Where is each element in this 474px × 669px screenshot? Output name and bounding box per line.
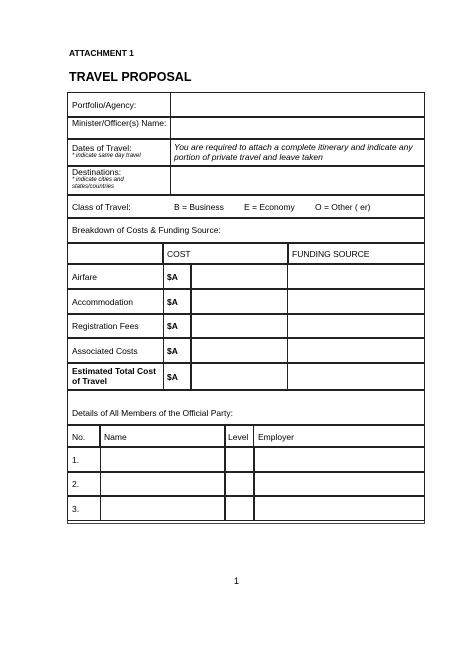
cost-input-registration[interactable]: [191, 314, 288, 338]
class-business: B = Business: [174, 202, 224, 212]
class-label: Class of Travel:: [72, 202, 131, 212]
party-employer-input[interactable]: [254, 472, 425, 496]
party-row-number: 2.: [72, 479, 80, 489]
party-employer-input[interactable]: [254, 496, 425, 521]
breakdown-label: Breakdown of Costs & Funding Source:: [72, 225, 221, 235]
cost-input-airfare[interactable]: [191, 264, 288, 289]
dates-label: Dates of Travel:: [72, 143, 132, 153]
destinations-note: * indicate cities and states/countries: [72, 177, 124, 190]
class-economy: E = Economy: [244, 202, 295, 212]
currency-label: $A: [167, 272, 178, 282]
cost-header: COST: [167, 249, 191, 259]
cost-header-left: [67, 243, 163, 264]
party-name-input[interactable]: [100, 472, 225, 496]
currency-label: $A: [167, 297, 178, 307]
cost-label-airfare: Airfare: [72, 272, 98, 282]
party-level-input[interactable]: [225, 496, 254, 521]
party-name-input[interactable]: [100, 496, 225, 521]
dates-note: * indicate same day travel: [72, 153, 141, 159]
party-col-employer: Employer: [258, 432, 294, 442]
cost-input-total[interactable]: [191, 363, 288, 390]
party-col-level: Level: [228, 432, 249, 442]
portfolio-input[interactable]: [170, 92, 425, 117]
party-name-input[interactable]: [100, 447, 225, 472]
minister-label: Minister/Officer(s) Name:: [72, 118, 167, 128]
destinations-label: Destinations:: [72, 167, 122, 177]
attachment-label: ATTACHMENT 1: [69, 48, 134, 58]
portfolio-label: Portfolio/Agency:: [72, 100, 137, 110]
party-row-number: 1.: [72, 455, 80, 465]
party-col-name: Name: [104, 432, 127, 442]
party-row-number: 3.: [72, 504, 80, 514]
cost-label-associated: Associated Costs: [72, 346, 138, 356]
party-employer-input[interactable]: [254, 447, 425, 472]
cost-input-accommodation[interactable]: [191, 289, 288, 314]
cost-input-associated[interactable]: [191, 338, 288, 363]
page-number: 1: [234, 576, 240, 586]
cost-label-total: Estimated Total Cost of Travel: [72, 366, 156, 386]
destinations-input[interactable]: [170, 166, 425, 195]
funding-header: FUNDING SOURCE: [292, 249, 370, 259]
page-title: TRAVEL PROPOSAL: [69, 70, 192, 84]
class-other: O = Other ( er): [315, 202, 371, 212]
currency-label: $A: [167, 372, 178, 382]
party-label: Details of All Members of the Official Party:: [72, 408, 233, 418]
currency-label: $A: [167, 321, 178, 331]
party-level-input[interactable]: [225, 472, 254, 496]
cost-label-accommodation: Accommodation: [72, 297, 133, 307]
minister-input[interactable]: [170, 117, 425, 139]
party-col-no: No.: [72, 432, 86, 442]
party-level-input[interactable]: [225, 447, 254, 472]
currency-label: $A: [167, 346, 178, 356]
dates-instruction: You are required to attach a complete itinerary and indicate any portion of private travel and leave taken: [174, 142, 413, 162]
cost-label-registration: Registration Fees: [72, 321, 139, 331]
